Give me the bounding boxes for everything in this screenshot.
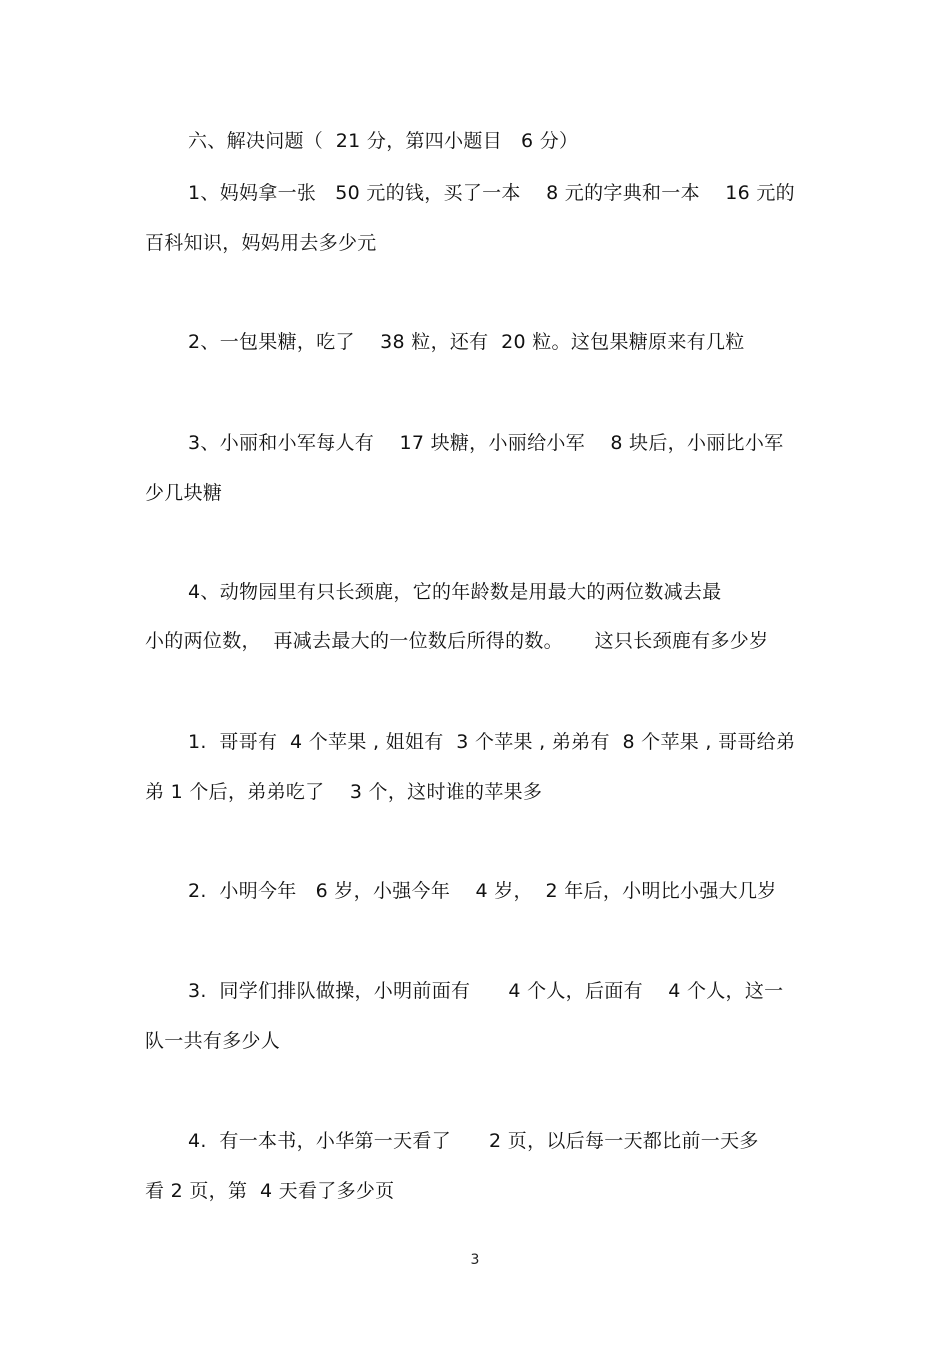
problem-1-line-1: 1、妈妈拿一张 50 元的钱，买了一本 8 元的字典和一本 16 元的 (188, 182, 795, 204)
problem-7-line-1: 3. 同学们排队做操，小明前面有 4 个人，后面有 4 个人，这一 (188, 980, 784, 1002)
problem-8-line-1: 4. 有一本书，小华第一天看了 2 页，以后每一天都比前一天多 (188, 1130, 759, 1152)
problem-5-line-1: 1. 哥哥有 4 个苹果 , 姐姐有 3 个苹果 , 弟弟有 8 个苹果 , 哥哥给弟 (188, 731, 796, 753)
problem-6-line-1: 2. 小明今年 6 岁，小强今年 4 岁， 2 年后，小明比小强大几岁 (188, 880, 777, 902)
problem-1-line-2: 百科知识，妈妈用去多少元 (145, 232, 377, 254)
problem-3-line-2: 少几块糖 (145, 482, 223, 504)
problem-4-line-2: 小的两位数， 再减去最大的一位数后所得的数。 这只长颈鹿有多少岁 (145, 630, 769, 652)
page-number: 3 (470, 1252, 480, 1268)
problem-4-line-1: 4、动物园里有只长颈鹿，它的年龄数是用最大的两位数减去最 (188, 581, 722, 603)
problem-8-line-2: 看 2 页，第 4 天看了多少页 (145, 1180, 395, 1202)
problem-2-line-1: 2、一包果糖，吃了 38 粒，还有 20 粒。这包果糖原来有几粒 (188, 331, 745, 353)
problem-7-line-2: 队一共有多少人 (145, 1030, 281, 1052)
section-title: 六、解决问题（ 21 分，第四小题目 6 分） (188, 130, 579, 152)
problem-5-line-2: 弟 1 个后，弟弟吃了 3 个，这时谁的苹果多 (145, 781, 543, 803)
problem-3-line-1: 3、小丽和小军每人有 17 块糖，小丽给小军 8 块后，小丽比小军 (188, 432, 784, 454)
